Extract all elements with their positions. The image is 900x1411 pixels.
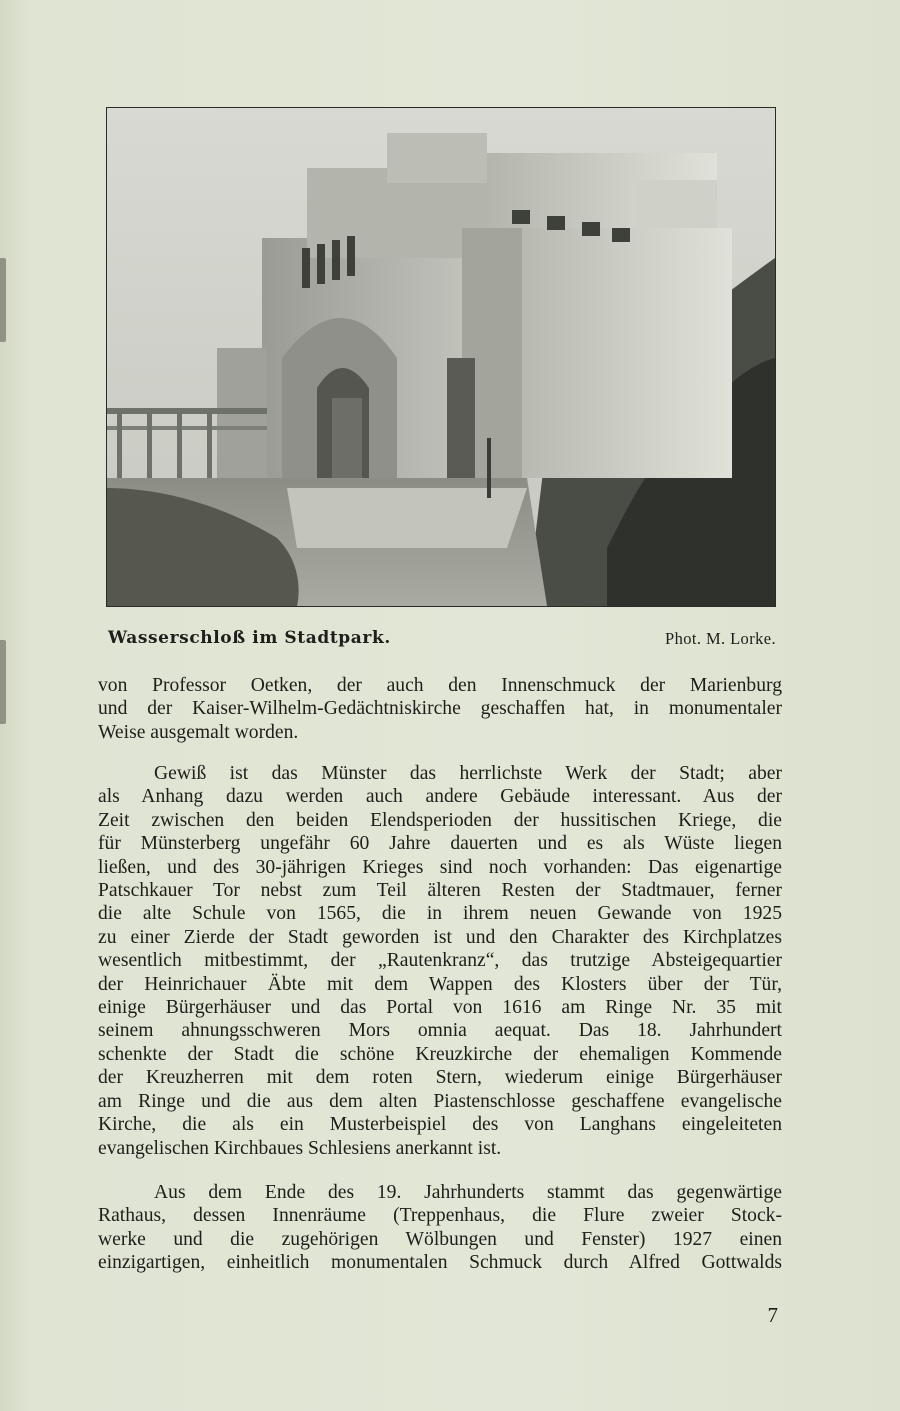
text-line: Kirche, die als ein Musterbeispiel des von Langhans eingeleiteten: [98, 1114, 782, 1136]
text-line: einzigartigen, einheitlich monumentalen Schmuck durch Alfred Gottwalds: [98, 1252, 782, 1274]
text-line: Aus dem Ende des 19. Jahrhunderts stammt das gegenwärtige: [154, 1182, 782, 1203]
photo-caption: Wasserschloß im Stadtpark.: [108, 628, 391, 648]
text-line: seinem ahnungsschweren Mors omnia aequat. Das 18. Jahrhundert: [98, 1020, 782, 1042]
text-line: die alte Schule von 1565, die in ihrem neuen Gewande von 1925: [98, 903, 782, 925]
text-line: für Münsterberg ungefähr 60 Jahre dauerten und es als Wüste liegen: [98, 833, 782, 855]
text-line: Gewiß ist das Münster das herrlichste Werk der Stadt; aber: [154, 763, 782, 784]
photo-credit: Phot. M. Lorke.: [665, 629, 776, 648]
text-line: Patschkauer Tor nebst zum Teil älteren Resten der Stadtmauer, ferner: [98, 880, 782, 902]
staple: [0, 640, 6, 724]
text-line: von Professor Oetken, der auch den Innenschmuck der Marienburg: [98, 675, 782, 696]
text-line: wesentlich mitbestimmt, der „Rautenkranz“, das trutzige Absteigequartier: [98, 950, 782, 972]
paragraph-3: [98, 1181, 782, 1275]
text-line: als Anhang dazu werden auch andere Gebäude interessant. Aus der: [98, 786, 782, 808]
text-line: der Heinrichauer Äbte mit dem Wappen des Klosters über der Tür,: [98, 973, 782, 995]
text-line: am Ringe und die aus dem alten Piastenschlosse geschaffene evangelische: [98, 1090, 782, 1112]
text-line: werke und die zugehörigen Wölbungen und Fenster) 1927 einen: [98, 1228, 782, 1250]
paragraph-1: [98, 674, 782, 744]
staple: [0, 258, 6, 342]
text-line: evangelischen Kirchbaues Schlesiens anerkannt ist.: [98, 1137, 502, 1159]
text-line: schenkte der Stadt die schöne Kreuzkirche der ehemaligen Kommende: [98, 1043, 782, 1065]
photograph-wasserschloss: [106, 107, 776, 607]
page-number: 7: [767, 1303, 778, 1327]
text-line: Weise ausgemalt worden.: [98, 721, 299, 743]
text-line: und der Kaiser-Wilhelm-Gedächtniskirche geschaffen hat, in monumentaler: [98, 698, 782, 720]
text-line: Zeit zwischen den beiden Elendsperioden der hussitischen Kriege, die: [98, 809, 782, 831]
text-line: der Kreuzherren mit dem roten Stern, wiederum einige Bürgerhäuser: [98, 1067, 782, 1089]
text-line: einige Bürgerhäuser und das Portal von 1616 am Ringe Nr. 35 mit: [98, 997, 782, 1019]
text-line: ließen, und des 30-jährigen Krieges sind noch vorhanden: Das eigenartige: [98, 856, 782, 878]
text-line: zu einer Zierde der Stadt geworden ist und den Charakter des Kirchplatzes: [98, 926, 782, 948]
text-line: Rathaus, dessen Innenräume (Treppenhaus, die Flure zweier Stock-: [98, 1205, 782, 1227]
paragraph-2: [98, 762, 782, 1160]
